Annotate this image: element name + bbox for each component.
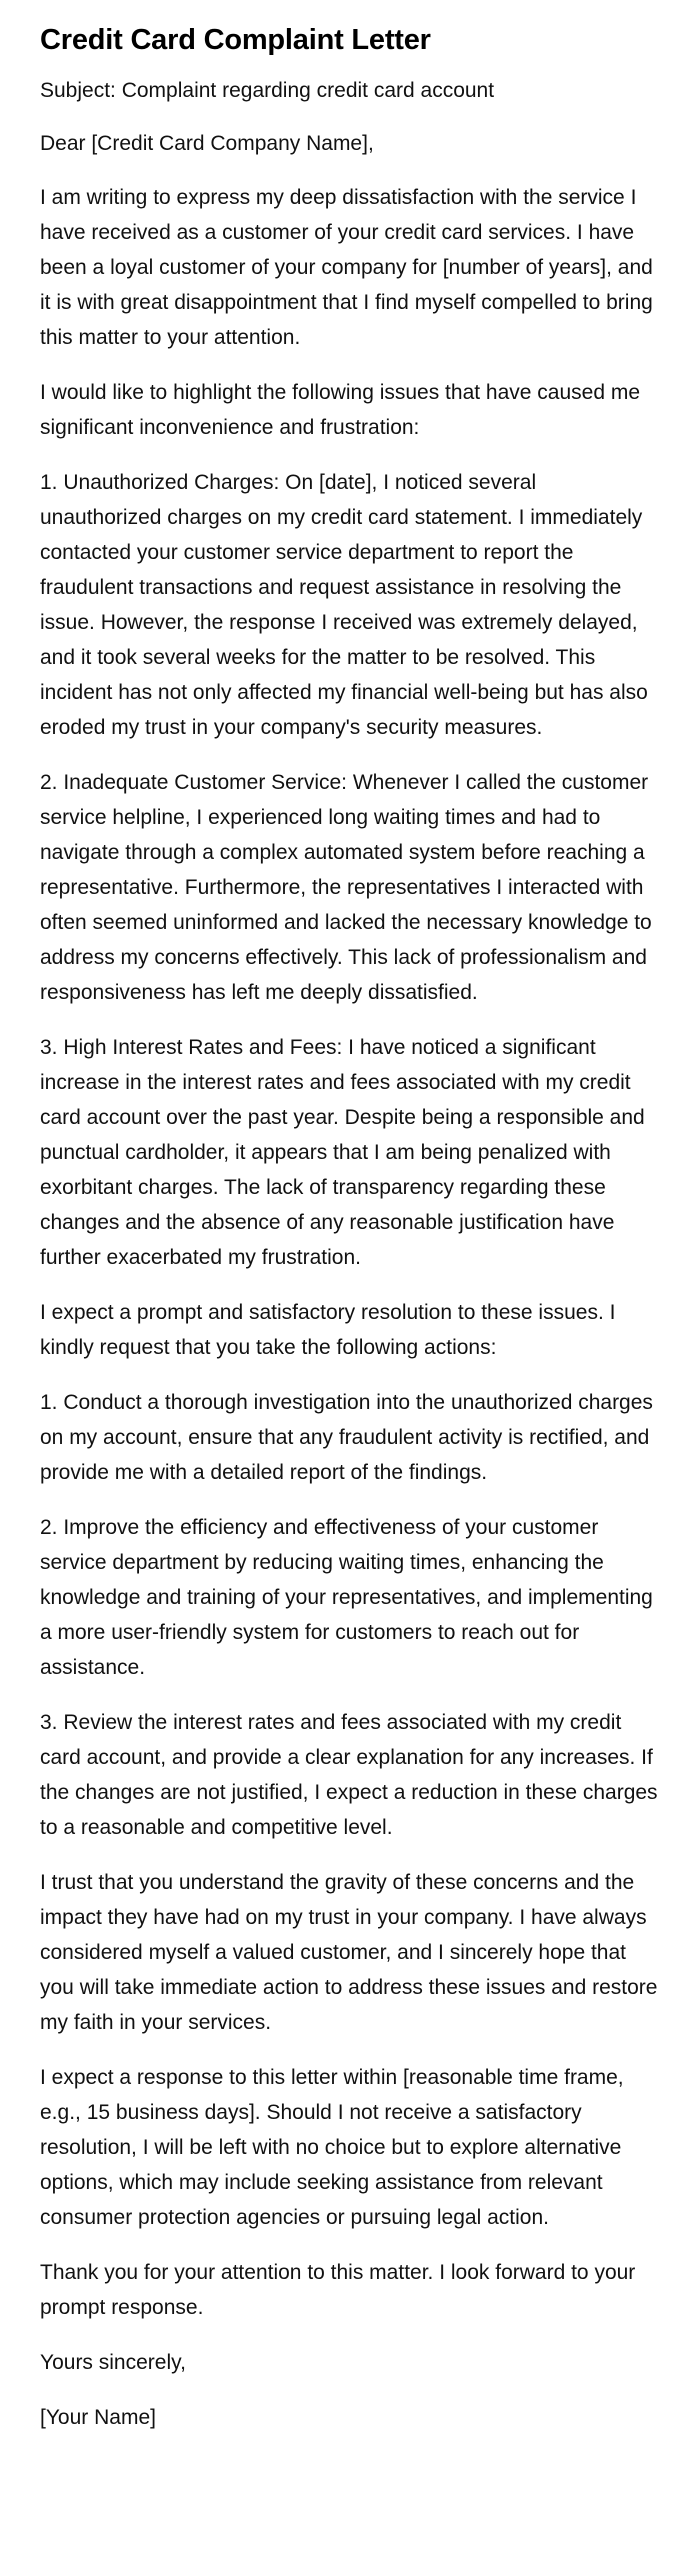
issue-interest-rates-fees: 3. High Interest Rates and Fees: I have noticed a significant increase in the interest rates and fees associated with my credit card account over the past year. Despite being a responsible and punctual cardholder, it appears that I am being penalized with exorbitant charges. The lack of transparency regarding these changes and the absence of any reasonable justification have further exacerbated my frustration. (40, 1036, 645, 1269)
letter-title: Credit Card Complaint Letter (40, 24, 431, 56)
subject-line: Subject: Complaint regarding credit card account (40, 79, 495, 102)
letter-document (40, 22, 660, 2455)
actions-intro-paragraph: I expect a prompt and satisfactory resolution to these issues. I kindly request that you take the following actions: (40, 1301, 616, 1359)
action-improve-service: 2. Improve the efficiency and effectiveness of your customer service department by reducing waiting times, enhancing the knowledge and training of your representatives, and implementing a more user-friendly system for customers to reach out for assistance. (40, 1516, 653, 1679)
intro-paragraph: I am writing to express my deep dissatisfaction with the service I have received as a customer of your credit card services. I have been a loyal customer of your company for [number of years], and it is with great disappointment that I find myself compelled to bring this matter to your attention. (40, 186, 653, 349)
salutation: Dear [Credit Card Company Name], (40, 132, 374, 155)
issues-intro-paragraph: I would like to highlight the following issues that have caused me significant inconvenience and frustration: (40, 381, 641, 439)
action-investigation: 1. Conduct a thorough investigation into the unauthorized charges on my account, ensure that any fraudulent activity is rectified, and provide me with a detailed report of the findings. (40, 1391, 653, 1484)
thank-you-paragraph: Thank you for your attention to this matter. I look forward to your prompt response. (40, 2261, 636, 2319)
issue-unauthorized-charges: 1. Unauthorized Charges: On [date], I noticed several unauthorized charges on my credit card statement. I immediately contacted your customer service department to report the fraudulent transactions and request assistance in resolving the issue. However, the response I received was extremely delayed, and it took several weeks for the matter to be resolved. This incident has not only affected my financial well-being but has also eroded my trust in your company's security measures. (40, 471, 648, 739)
action-review-rates: 3. Review the interest rates and fees associated with my credit card account, and provide a clear explanation for any increases. If the changes are not justified, I expect a reduction in these charges to a reasonable and competitive level. (40, 1711, 658, 1839)
trust-paragraph: I trust that you understand the gravity of these concerns and the impact they have had on my trust in your company. I have always considered myself a valued customer, and I sincerely hope that you will take immediate action to address these issues and restore my faith in your services. (40, 1871, 658, 2034)
response-deadline-paragraph: I expect a response to this letter within [reasonable time frame, e.g., 15 business days]. Should I not receive a satisfactory resolution, I will be left with no choice but to explore alternative options, which may include seeking assistance from relevant consumer protection agencies or pursuing legal action. (40, 2066, 624, 2229)
issue-customer-service: 2. Inadequate Customer Service: Whenever I called the customer service helpline, I experienced long waiting times and had to navigate through a complex automated system before reaching a representative. Furthermore, the representatives I interacted with often seemed uninformed and lacked the necessary knowledge to address my concerns effectively. This lack of professionalism and responsiveness has left me deeply dissatisfied. (40, 771, 652, 1004)
signature-name: [Your Name] (40, 2406, 156, 2429)
closing: Yours sincerely, (40, 2351, 186, 2374)
